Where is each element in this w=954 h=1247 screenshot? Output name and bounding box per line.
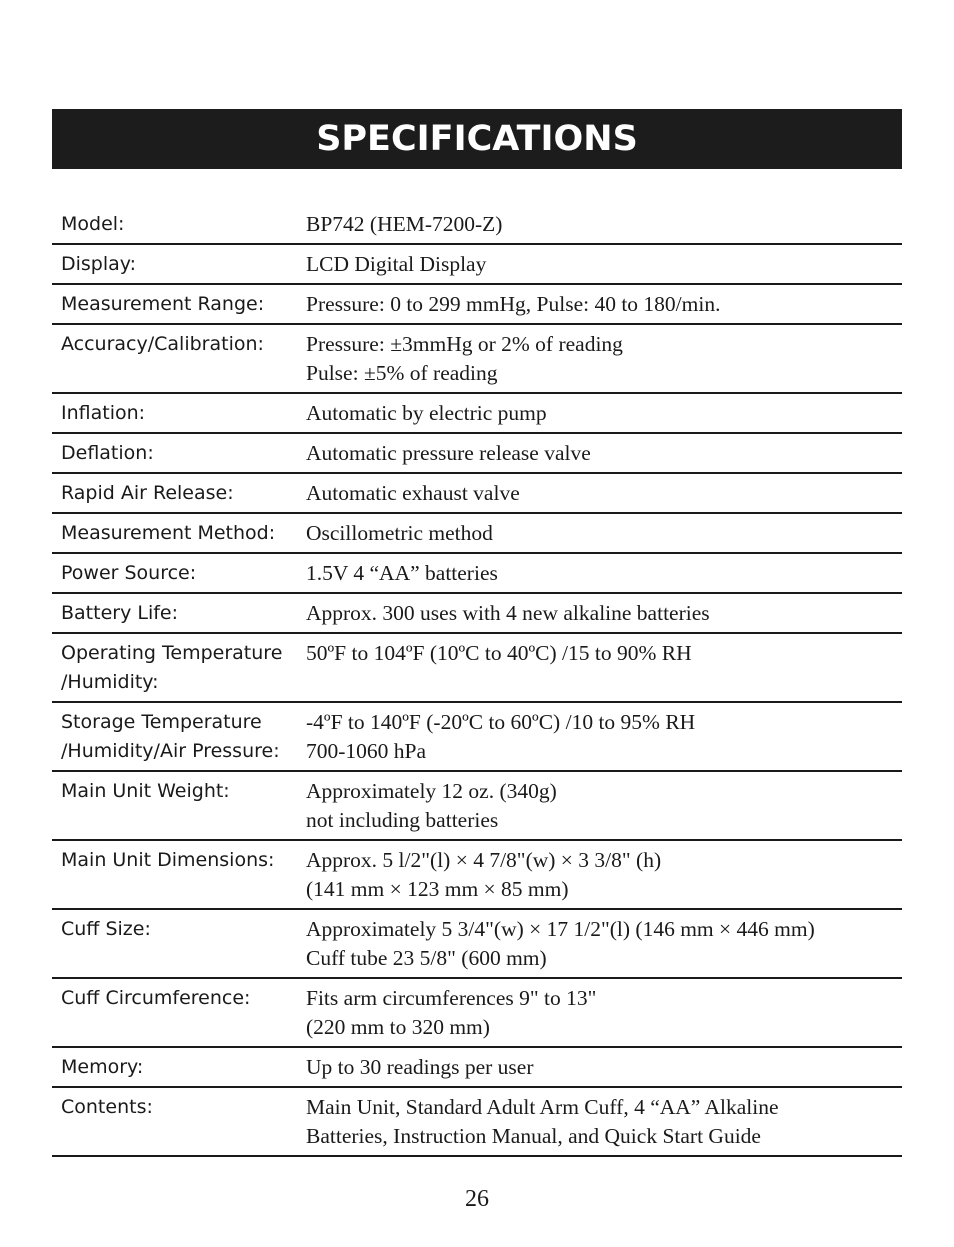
spec-value: Automatic by electric pump	[306, 401, 547, 425]
spec-value: Approx. 300 uses with 4 new alkaline batteries	[306, 601, 710, 625]
spec-label: Deflation:	[61, 442, 154, 464]
spec-label: Display:	[61, 253, 137, 275]
spec-row-accuracy	[52, 325, 902, 394]
spec-row-contents	[52, 1088, 902, 1157]
spec-row-measurement-method	[52, 514, 902, 554]
spec-label: Storage Temperature /Humidity/Air Pressure:	[61, 711, 280, 762]
spec-label: Measurement Range:	[61, 293, 265, 315]
spec-row-cuff-size	[52, 910, 902, 979]
spec-label: Cuff Circumference:	[61, 987, 251, 1009]
spec-row-power-source	[52, 554, 902, 594]
spec-value: Automatic pressure release valve	[306, 441, 591, 465]
spec-row-cuff-circumference	[52, 979, 902, 1048]
spec-row-model	[52, 205, 902, 245]
spec-label: Model:	[61, 213, 125, 235]
spec-value: Approximately 12 oz. (340g) not including batteries	[306, 779, 557, 832]
spec-row-deflation	[52, 434, 902, 474]
spec-row-main-unit-weight	[52, 772, 902, 841]
spec-label: Accuracy/Calibration:	[61, 333, 264, 355]
spec-value: Pressure: 0 to 299 mmHg, Pulse: 40 to 180/min.	[306, 292, 721, 316]
spec-row-memory	[52, 1048, 902, 1088]
spec-row-inflation	[52, 394, 902, 434]
spec-value: -4ºF to 140ºF (-20ºC to 60ºC) /10 to 95% RH 700-1060 hPa	[306, 710, 696, 763]
spec-value: BP742 (HEM-7200-Z)	[306, 212, 503, 236]
spec-value: 50ºF to 104ºF (10ºC to 40ºC) /15 to 90% RH	[306, 641, 692, 665]
spec-row-display	[52, 245, 902, 285]
spec-label: Power Source:	[61, 562, 197, 584]
spec-label: Measurement Method:	[61, 522, 276, 544]
spec-label: Main Unit Dimensions:	[61, 849, 275, 871]
spec-label: Memory:	[61, 1056, 144, 1078]
spec-row-storage-temperature	[52, 703, 902, 772]
spec-value: LCD Digital Display	[306, 252, 487, 276]
spec-value: Main Unit, Standard Adult Arm Cuff, 4 “AA” Alkaline Batteries, Instruction Manual, and Quick Start Guide	[306, 1095, 779, 1148]
spec-label: Rapid Air Release:	[61, 482, 234, 504]
spec-label: Battery Life:	[61, 602, 179, 624]
spec-label: Cuff Size:	[61, 918, 151, 940]
spec-value: Oscillometric method	[306, 521, 493, 545]
page-number: 26	[465, 1186, 489, 1212]
spec-value: Approx. 5 l/2"(l) × 4 7/8"(w) × 3 3/8" (h) (141 mm × 123 mm × 85 mm)	[306, 848, 662, 901]
spec-row-operating-temperature	[52, 634, 902, 703]
spec-row-measurement-range	[52, 285, 902, 325]
spec-value: Fits arm circumferences 9" to 13" (220 mm to 320 mm)	[306, 986, 597, 1039]
spec-label: Operating Temperature /Humidity:	[61, 642, 283, 693]
spec-value: Up to 30 readings per user	[306, 1055, 534, 1079]
spec-label: Inflation:	[61, 402, 146, 424]
page-title: SPECIFICATIONS	[316, 119, 638, 159]
specifications-banner	[52, 109, 902, 169]
specifications-table	[52, 205, 902, 1157]
spec-row-main-unit-dimensions	[52, 841, 902, 910]
spec-label: Main Unit Weight:	[61, 780, 230, 802]
spec-row-battery-life	[52, 594, 902, 634]
spec-label: Contents:	[61, 1096, 153, 1118]
spec-value: Automatic exhaust valve	[306, 481, 520, 505]
spec-value: 1.5V 4 “AA” batteries	[306, 561, 498, 585]
spec-value: Approximately 5 3/4"(w) × 17 1/2"(l) (146 mm × 446 mm) Cuff tube 23 5/8" (600 mm)	[306, 917, 815, 970]
spec-value: Pressure: ±3mmHg or 2% of reading Pulse: ±5% of reading	[306, 332, 623, 385]
spec-row-rapid-air-release	[52, 474, 902, 514]
